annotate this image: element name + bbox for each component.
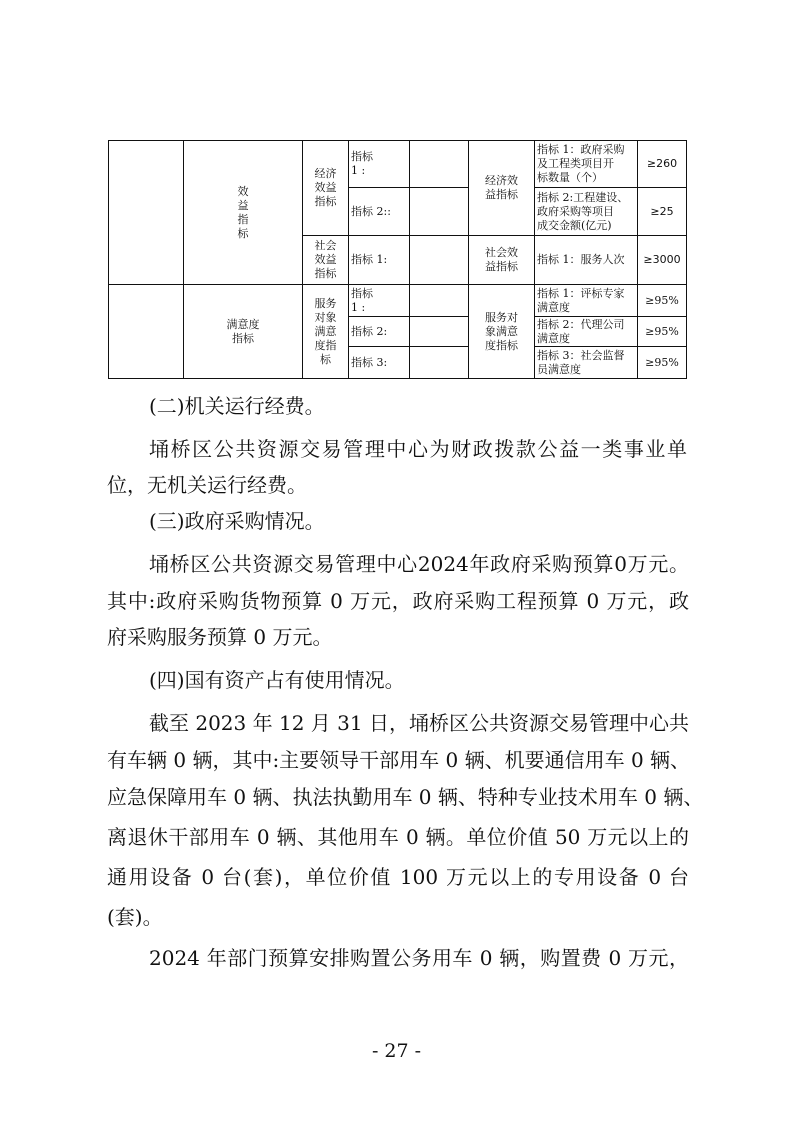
blank-cell-2 bbox=[109, 285, 184, 379]
actual-value-1: ≥260 bbox=[638, 141, 687, 188]
sat-actual-indicator-3: 指标 3：社会监督 员满意度 bbox=[535, 347, 638, 379]
actual-indicator-1: 指标 1：政府采购 及工程类项目开 标数量（个） bbox=[535, 141, 638, 188]
page-number: - 27 - bbox=[371, 1040, 422, 1062]
sat-plan-value-1 bbox=[410, 285, 469, 317]
actual-value-2: ≥25 bbox=[638, 188, 687, 236]
paragraph-4-line-6: (套)。 bbox=[107, 905, 163, 929]
social-plan-value-1 bbox=[410, 236, 469, 285]
social-plan-indicator-1: 指标 1: bbox=[349, 236, 410, 285]
paragraph-2-line-1: 埇桥区公共资源交易管理中心为财政拨款公益一类事业单 bbox=[149, 437, 687, 461]
social-plan-label: 社会 效益 指标 bbox=[303, 236, 349, 285]
sat-plan-indicator-2: 指标 2: bbox=[349, 317, 410, 347]
social-actual-label: 社会效 益指标 bbox=[469, 236, 535, 285]
sat-actual-indicator-2: 指标 2：代理公司 满意度 bbox=[535, 317, 638, 347]
paragraph-4-line-5: 通用设备 0 台(套)，单位价值 100 万元以上的专用设备 0 台 bbox=[107, 865, 689, 889]
sat-plan-value-2 bbox=[410, 317, 469, 347]
economic-actual-label: 经济效 益指标 bbox=[469, 141, 535, 236]
service-actual-label: 服务对 象满意 度指标 bbox=[469, 285, 535, 379]
plan-indicator-2: 指标 2:: bbox=[349, 188, 410, 236]
paragraph-5-line-1: 2024 年部门预算安排购置公务用车 0 辆，购置费 0 万元， bbox=[149, 946, 689, 970]
sat-actual-value-1: ≥95% bbox=[638, 285, 687, 317]
plan-value-1 bbox=[410, 141, 469, 188]
paragraph-3-line-1: 埇桥区公共资源交易管理中心2024年政府采购预算0万元。 bbox=[149, 552, 689, 576]
sat-plan-value-3 bbox=[410, 347, 469, 379]
actual-indicator-2: 指标 2:工程建设、 政府采购等项目 成交金额(亿元) bbox=[535, 188, 638, 236]
paragraph-4-line-2: 有车辆 0 辆，其中:主要领导干部用车 0 辆、机要通信用车 0 辆、 bbox=[107, 748, 691, 772]
sat-actual-value-2: ≥95% bbox=[638, 317, 687, 347]
sat-actual-indicator-1: 指标 1：评标专家 满意度 bbox=[535, 285, 638, 317]
paragraph-4-line-3: 应急保障用车 0 辆、执法执勤用车 0 辆、特种专业技术用车 0 辆、 bbox=[107, 785, 704, 809]
paragraph-4-line-1: 截至 2023 年 12 月 31 日，埇桥区公共资源交易管理中心共 bbox=[149, 711, 689, 735]
blank-cell bbox=[109, 141, 184, 285]
section-heading-4: (四)国有资产占有使用情况。 bbox=[149, 668, 405, 692]
service-plan-label: 服务 对象 满意 度指 标 bbox=[303, 285, 349, 379]
performance-indicator-table bbox=[108, 140, 687, 379]
paragraph-3-line-2: 其中:政府采购货物预算 0 万元，政府采购工程预算 0 万元，政 bbox=[107, 589, 689, 613]
paragraph-4-line-4: 离退休干部用车 0 辆、其他用车 0 辆。单位价值 50 万元以上的 bbox=[107, 825, 689, 849]
paragraph-3-line-3: 府采购服务预算 0 万元。 bbox=[107, 625, 333, 649]
satisfaction-section-label: 满意度 指标 bbox=[184, 285, 303, 379]
sat-actual-value-3: ≥95% bbox=[638, 347, 687, 379]
plan-indicator-1: 指标 1 : bbox=[349, 141, 410, 188]
section-heading-2: (二)机关运行经费。 bbox=[149, 394, 325, 418]
benefit-section-label: 效 益 指 标 bbox=[184, 141, 303, 285]
economic-plan-label: 经济 效益 指标 bbox=[303, 141, 349, 236]
sat-plan-indicator-1: 指标 1 : bbox=[349, 285, 410, 317]
sat-plan-indicator-3: 指标 3: bbox=[349, 347, 410, 379]
section-heading-3: (三)政府采购情况。 bbox=[149, 509, 325, 533]
social-actual-value-1: ≥3000 bbox=[638, 236, 687, 285]
paragraph-2-line-2: 位，无机关运行经费。 bbox=[107, 473, 307, 497]
social-actual-indicator-1: 指标 1：服务人次 bbox=[535, 236, 638, 285]
plan-value-2 bbox=[410, 188, 469, 236]
